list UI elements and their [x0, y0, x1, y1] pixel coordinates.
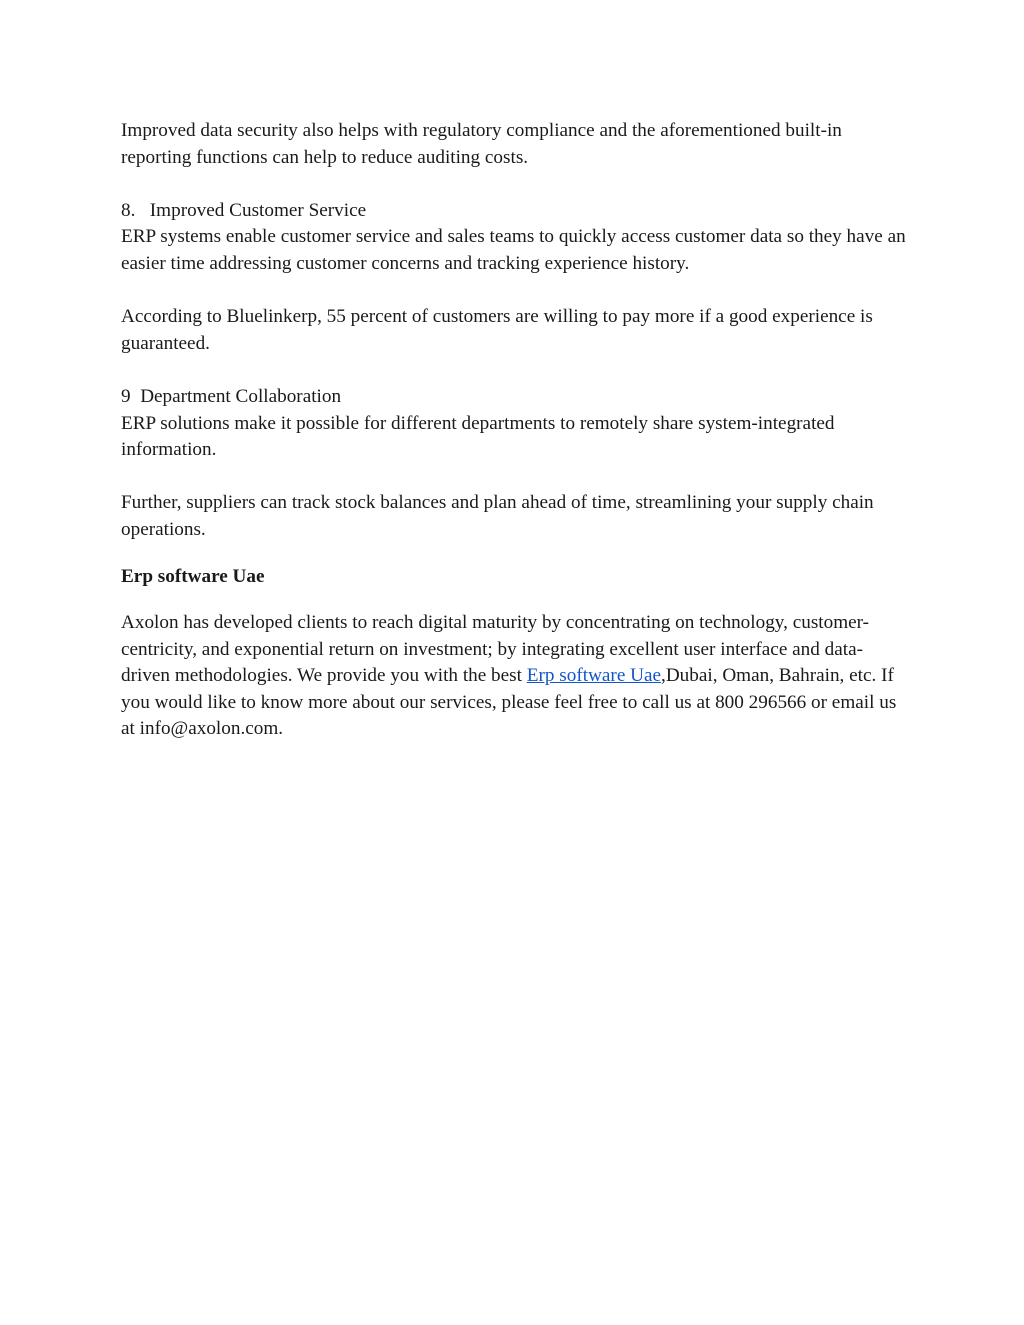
paragraph-erp-solutions: ERP solutions make it possible for different departments to remotely share system-integrated information. [121, 412, 840, 461]
paragraph-bluelinkerp: According to Bluelinkerp, 55 percent of customers are willing to pay more if a good experience is guaranteed. [121, 306, 878, 354]
axolon-text-before-link: Axolon has developed clients to reach digital maturity by concentrating on technology, customer-centricity, and exponential return on investment; by integrating excellent user interface and data-driven methodologies. We provide you with the best [121, 612, 870, 687]
erp-software-uae-link[interactable]: Erp software Uae [526, 665, 662, 687]
paragraph-suppliers: Further, suppliers can track stock balances and plan ahead of time, streamlining your supply chain operations. [121, 492, 879, 540]
heading-erp-software-uae: Erp software Uae [121, 565, 265, 587]
paragraph-data-security: Improved data security also helps with regulatory compliance and the aforementioned built-in reporting functions can help to reduce auditing costs. [121, 120, 847, 168]
axolon-text-after-link: ,Dubai, Oman, Bahrain, etc. If you would like to know more about our services, please feel free to call us at 800 296566 or email us at info@axolon.com. [121, 665, 902, 740]
paragraph-erp-customer-service: ERP systems enable customer service and sales teams to quickly access customer data so they have an easier time addressing customer concerns and tracking experience history. [121, 226, 911, 274]
paragraph-axolon [121, 610, 906, 743]
section-title-department-collaboration: 9 Department Collaboration [121, 385, 342, 407]
section-title-customer-service: 8. Improved Customer Service [121, 199, 367, 221]
document-page [121, 118, 911, 743]
